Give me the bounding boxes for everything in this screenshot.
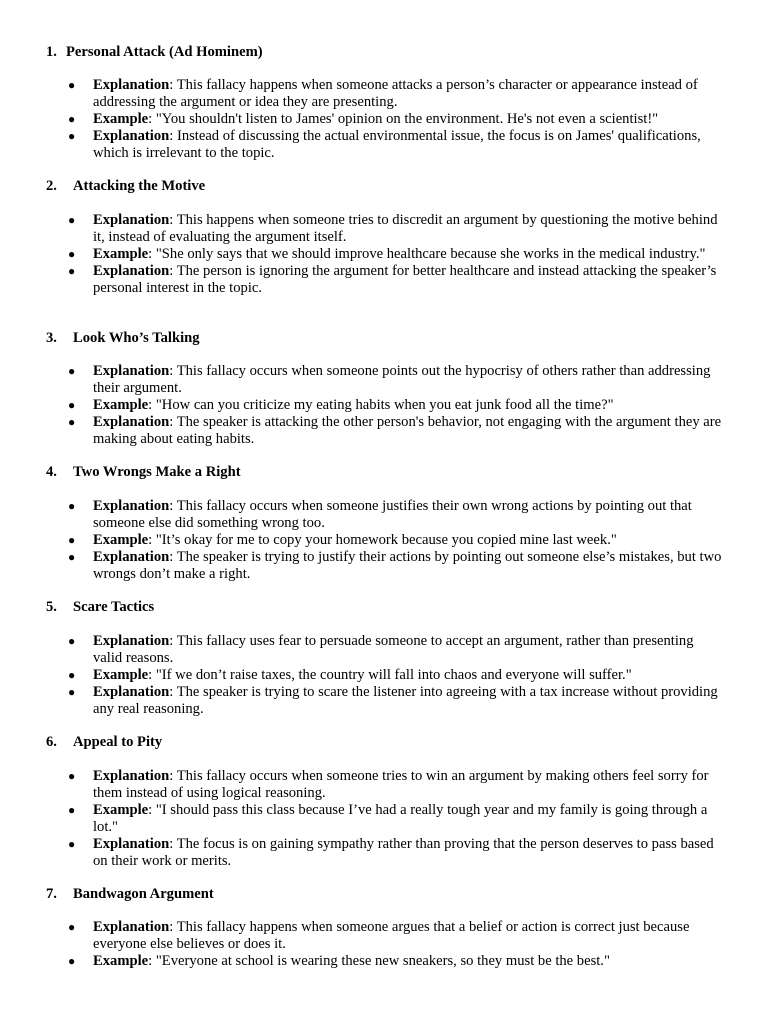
list-item	[0, 111, 723, 128]
bullet-text: : "She only says that we should improve healthcare because she works in the medical industry."	[148, 246, 706, 262]
bullet-text: : Instead of discussing the actual environmental issue, the focus is on James' qualifications, which is irrelevant to the topic.	[93, 128, 701, 161]
bullet-text: : This fallacy uses fear to persuade someone to accept an argument, rather than presenting valid reasons.	[93, 633, 694, 666]
bullet-text: : "Everyone at school is wearing these new sneakers, so they must be the best."	[148, 953, 610, 969]
list-item	[0, 212, 723, 246]
bullet-icon: ●	[68, 803, 76, 817]
list-item	[0, 263, 723, 297]
list-item	[0, 919, 723, 953]
section-title: Appeal to Pity	[73, 734, 163, 750]
section-number: 7.	[46, 886, 57, 902]
bullet-icon: ●	[68, 398, 76, 412]
bullet-icon: ●	[68, 247, 76, 261]
bullet-label: Example	[93, 667, 149, 683]
section-number: 6.	[46, 734, 57, 750]
list-item	[0, 128, 723, 162]
bullet-list-2	[0, 212, 723, 297]
bullet-text: : This fallacy happens when someone attacks a person’s character or appearance instead of addressing the argument or idea they are presenting.	[93, 77, 698, 110]
bullet-label: Example	[93, 802, 149, 818]
bullet-text: : The speaker is trying to scare the listener into agreeing with a tax increase without providing any real reasoning.	[93, 684, 718, 717]
bullet-icon: ●	[68, 112, 76, 126]
bullet-label: Explanation	[93, 363, 170, 379]
section-heading-1	[46, 44, 263, 61]
bullet-text: : This fallacy occurs when someone justifies their own wrong actions by pointing out that someone else did something wrong too.	[93, 498, 692, 531]
bullet-icon: ●	[68, 78, 76, 92]
bullet-icon: ●	[68, 685, 76, 699]
bullet-label: Explanation	[93, 836, 170, 852]
bullet-text: : This fallacy happens when someone argues that a belief or action is correct just because everyone else believes or does it.	[93, 919, 690, 952]
section-title: Scare Tactics	[73, 599, 155, 615]
list-item	[0, 498, 723, 532]
bullet-icon: ●	[68, 129, 76, 143]
bullet-label: Explanation	[93, 212, 170, 228]
bullet-list-5	[0, 633, 723, 718]
bullet-label: Explanation	[93, 414, 170, 430]
bullet-label: Example	[93, 246, 149, 262]
section-heading-4	[46, 464, 241, 481]
bullet-icon: ●	[68, 920, 76, 934]
section-number: 1.	[46, 44, 57, 60]
list-item	[0, 397, 723, 414]
section-number: 4.	[46, 464, 57, 480]
section-title: Bandwagon Argument	[73, 886, 214, 902]
bullet-label: Explanation	[93, 633, 170, 649]
bullet-text: : "I should pass this class because I’ve had a really tough year and my family is going through a lot."	[93, 802, 708, 835]
bullet-label: Explanation	[93, 549, 170, 565]
bullet-icon: ●	[68, 668, 76, 682]
section-heading-7	[46, 886, 214, 903]
list-item	[0, 532, 723, 549]
bullet-text: : "If we don’t raise taxes, the country will fall into chaos and everyone will suffer."	[148, 667, 632, 683]
section-number: 5.	[46, 599, 57, 615]
bullet-label: Example	[93, 397, 149, 413]
section-title: Attacking the Motive	[73, 178, 206, 194]
section-title: Two Wrongs Make a Right	[73, 464, 241, 480]
bullet-text: : The speaker is attacking the other person's behavior, not engaging with the argument they are making about eating habits.	[93, 414, 722, 447]
bullet-icon: ●	[68, 769, 76, 783]
section-heading-2	[46, 178, 205, 195]
bullet-text: : "It’s okay for me to copy your homework because you copied mine last week."	[148, 532, 617, 548]
list-item	[0, 667, 723, 684]
list-item	[0, 768, 723, 802]
bullet-label: Explanation	[93, 77, 170, 93]
bullet-label: Explanation	[93, 263, 170, 279]
bullet-text: : "How can you criticize my eating habits when you eat junk food all the time?"	[148, 397, 614, 413]
section-heading-5	[46, 599, 154, 616]
section-heading-3	[46, 330, 200, 347]
section-number: 3.	[46, 330, 57, 346]
bullet-list-1	[0, 77, 723, 162]
bullet-list-7	[0, 919, 723, 970]
bullet-icon: ●	[68, 264, 76, 278]
bullet-label: Explanation	[93, 919, 170, 935]
bullet-label: Example	[93, 111, 149, 127]
bullet-text: : This happens when someone tries to discredit an argument by questioning the motive behind it, instead of evaluating the argument itself.	[93, 212, 718, 245]
bullet-label: Explanation	[93, 768, 170, 784]
bullet-text: : The speaker is trying to justify their actions by pointing out someone else’s mistakes, but two wrongs don’t make a right.	[93, 549, 722, 582]
bullet-list-4	[0, 498, 723, 583]
bullet-icon: ●	[68, 364, 76, 378]
section-title: Look Who’s Talking	[73, 330, 200, 346]
list-item	[0, 414, 723, 448]
list-item	[0, 549, 723, 583]
bullet-text: : The person is ignoring the argument for better healthcare and instead attacking the speaker’s personal interest in the topic.	[93, 263, 717, 296]
list-item	[0, 246, 723, 263]
bullet-icon: ●	[68, 954, 76, 968]
bullet-label: Explanation	[93, 684, 170, 700]
bullet-list-6	[0, 768, 723, 870]
list-item	[0, 77, 723, 111]
bullet-label: Example	[93, 532, 149, 548]
list-item	[0, 363, 723, 397]
bullet-icon: ●	[68, 533, 76, 547]
bullet-label: Explanation	[93, 498, 170, 514]
section-number: 2.	[46, 178, 57, 194]
list-item	[0, 953, 723, 970]
list-item	[0, 633, 723, 667]
section-heading-6	[46, 734, 162, 751]
list-item	[0, 684, 723, 718]
bullet-icon: ●	[68, 499, 76, 513]
bullet-label: Explanation	[93, 128, 170, 144]
section-title: Personal Attack (Ad Hominem)	[66, 44, 263, 60]
list-item	[0, 802, 723, 836]
bullet-text: : "You shouldn't listen to James' opinion on the environment. He's not even a scientist!"	[148, 111, 659, 127]
list-item	[0, 836, 723, 870]
bullet-icon: ●	[68, 634, 76, 648]
bullet-icon: ●	[68, 837, 76, 851]
bullet-list-3	[0, 363, 723, 448]
bullet-text: : This fallacy occurs when someone tries to win an argument by making others feel sorry for them instead of using logical reasoning.	[93, 768, 709, 801]
bullet-label: Example	[93, 953, 149, 969]
bullet-icon: ●	[68, 213, 76, 227]
bullet-icon: ●	[68, 550, 76, 564]
bullet-icon: ●	[68, 415, 76, 429]
bullet-text: : This fallacy occurs when someone points out the hypocrisy of others rather than addressing their argument.	[93, 363, 711, 396]
bullet-text: : The focus is on gaining sympathy rather than proving that the person deserves to pass based on their work or merits.	[93, 836, 714, 869]
